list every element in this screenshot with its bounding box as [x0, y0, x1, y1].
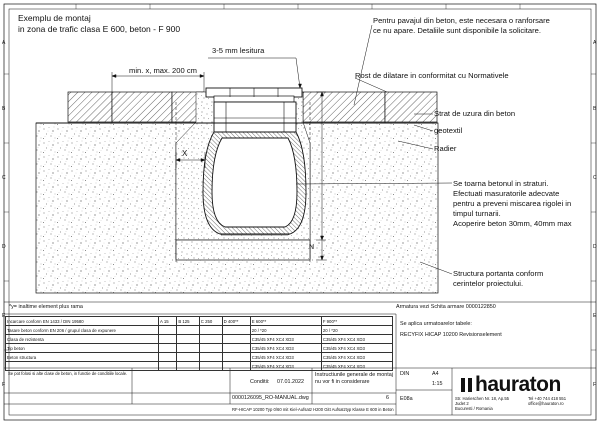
table-cell	[159, 326, 177, 335]
table-cell: 20 / *20	[250, 326, 321, 335]
annotation-turnare-1: Se toarna betonul in straturi.	[453, 179, 549, 188]
table-cell: B 125	[177, 317, 199, 326]
annotation-pavaj-2: ce nu apare. Detaliile sunt disponibile la solicitare.	[373, 26, 542, 35]
table-cell	[159, 344, 177, 353]
grid-row-E: E	[2, 313, 6, 319]
table-cell	[6, 362, 159, 371]
annotation-pavaj-1: Pentru pavajul din beton, este necesara o ranforsare	[373, 16, 550, 25]
company-email: office@hauraton.ro	[528, 401, 564, 406]
table-cell	[199, 326, 222, 335]
table-cell	[199, 362, 222, 371]
table-cell	[199, 353, 222, 362]
ed-value: E08a	[400, 396, 413, 402]
grid-row-C-right: C	[593, 175, 597, 181]
table-cell: F 900**	[321, 317, 392, 326]
product-label: Se aplica urmatoarelor tabele:	[400, 321, 472, 327]
table-cell	[159, 353, 177, 362]
table-cell	[222, 344, 250, 353]
dim-lesitura	[208, 58, 302, 88]
table-cell	[177, 326, 199, 335]
dim-min-max	[112, 72, 204, 92]
grid-row-A-right: A	[593, 40, 597, 46]
grid-row-C: C	[2, 175, 6, 181]
annotation-rost: Rost de dilatare in conformitat cu Normativele	[355, 71, 509, 80]
grid-row-A: A	[2, 40, 6, 46]
address-2: Judet 2	[455, 401, 469, 406]
table-cell	[177, 362, 199, 371]
table-row	[6, 335, 393, 344]
table-cell: C35/45 XF4 XC4 XD3	[250, 353, 321, 362]
table-cell	[222, 335, 250, 344]
address-3: Bucuresti / Romania	[455, 406, 493, 411]
base-slab	[176, 240, 310, 260]
scale-value: 1:15	[432, 381, 443, 387]
company-name: hauraton	[475, 373, 561, 396]
table-cell	[199, 344, 222, 353]
channel-inner	[212, 138, 297, 227]
product-name: RECYFIX HICAP 10200 Revisionselement	[400, 332, 502, 338]
table-note-left: Se pot folosi si alte clase de beton, in functie de conditiile locale.	[8, 371, 128, 376]
table-cell: Tasare beton conform EN 206 / grupul clasa de expunere	[6, 326, 159, 335]
table-cell: C35/45 XF4 XC4 XD3	[321, 353, 392, 362]
table-cell: A 15	[159, 317, 177, 326]
address-1: Str. Harieschen Nr. 18, Ap.55	[455, 396, 510, 401]
company-phone: Tel +40 744 418 551	[528, 396, 567, 401]
armatura-note: Armatura vezi Schita armare 0000122850	[396, 304, 496, 310]
label-lesitura: 3-5 mm lesitura	[212, 46, 265, 55]
bottom-line: RF-HICAP 10200 Typ 0/60 mit Kiel-Aufsatz H200 Gitt Aufsatztyp Klasse E 600 in Beton	[232, 407, 394, 412]
table-row	[6, 362, 393, 371]
table-cell	[177, 335, 199, 344]
annotation-turnare-4: timpul turnarii.	[453, 209, 501, 218]
concrete-table	[5, 316, 393, 371]
grid-row-D-right: D	[593, 244, 597, 250]
paving-right-2	[385, 92, 437, 122]
table-cell: Tip beton	[6, 344, 159, 353]
table-cell	[222, 362, 250, 371]
annotation-radier: Radier	[434, 144, 457, 153]
table-row	[6, 353, 393, 362]
table-cell: 20 / *20	[321, 326, 392, 335]
grid-row-D: D	[2, 244, 6, 250]
table-cell: C35/45 XF4 XC4 XD3	[250, 362, 321, 371]
label-x: X	[182, 149, 188, 158]
table-cell: C35/45 XF4 XC4 XD3	[250, 335, 321, 344]
annotation-turnare-3: pentru a preveni miscarea rigolei in	[453, 199, 572, 208]
table-cell	[177, 353, 199, 362]
conditii-date: 07.01.2022	[277, 379, 304, 385]
annotation-structura-1: Structura portanta conform	[453, 269, 544, 278]
annotation-structura-2: cerintelor proiectului.	[453, 279, 524, 288]
table-cell: C35/45 XF4 XC4 XD3	[321, 344, 392, 353]
table-cell	[177, 344, 199, 353]
label-n: N	[309, 244, 315, 251]
paving-right-1	[303, 92, 385, 122]
table-cell	[199, 335, 222, 344]
table-cell: Incarcare conform EN 1433 / DIN 19580	[6, 317, 159, 326]
instructions-2: nu vor fi in considerare	[315, 379, 370, 385]
page-value: 6	[386, 395, 389, 401]
table-row	[6, 317, 393, 326]
annotation-geotextil: geotextil	[434, 126, 463, 135]
hauraton-logo	[461, 373, 561, 397]
footnote: *y= inaltime element plus rama	[9, 304, 83, 310]
table-cell	[159, 335, 177, 344]
table-cell	[222, 326, 250, 335]
title-line-2: in zona de trafic clasa E 600, beton - F 900	[18, 24, 181, 34]
annotation-uzura: Strat de uzura din beton	[434, 109, 516, 118]
table-cell	[159, 362, 177, 371]
table-cell: C35/45 XF4 XC4 XD3	[321, 335, 392, 344]
annotation-turnare-2: Efectuati masuratorile adecvate	[453, 189, 560, 198]
label-min-max: min. x, max. 200 cm	[129, 66, 197, 75]
doc-code: 0000126095_RO-MANUAL.dwg	[232, 395, 309, 401]
annotation-turnare-5: Acoperire beton 30mm, 40mm max	[453, 219, 572, 228]
table-cell: Clasa de rezistenta	[6, 335, 159, 344]
instructions-1: Instructiunile generale de montaj	[315, 372, 393, 378]
grid-row-B-right: B	[593, 106, 597, 112]
grid-row-F: F	[2, 382, 6, 388]
paving-left-2	[112, 92, 172, 122]
grid-row-F-right: F	[593, 382, 597, 388]
table-row	[6, 326, 393, 335]
table-cell: C35/45 XF4 XC4 XD3	[321, 362, 392, 371]
table-row	[6, 344, 393, 353]
din-label: DIN	[400, 371, 410, 377]
table-cell	[222, 353, 250, 362]
table-cell: E 600**	[250, 317, 321, 326]
conditii-label: Conditii:	[250, 379, 270, 385]
paving-left-1	[68, 92, 112, 122]
table-cell: C 250	[199, 317, 222, 326]
grid-row-B: B	[2, 106, 6, 112]
title-line-1: Exemplu de montaj	[18, 13, 91, 23]
grid-row-E-right: E	[593, 313, 597, 319]
table-cell: C35/45 XF4 XC4 XD3	[250, 344, 321, 353]
din-value: A4	[432, 371, 439, 377]
table-cell: D 400**	[222, 317, 250, 326]
logo-mark-icon	[461, 378, 472, 392]
table-cell: Beton structura	[6, 353, 159, 362]
